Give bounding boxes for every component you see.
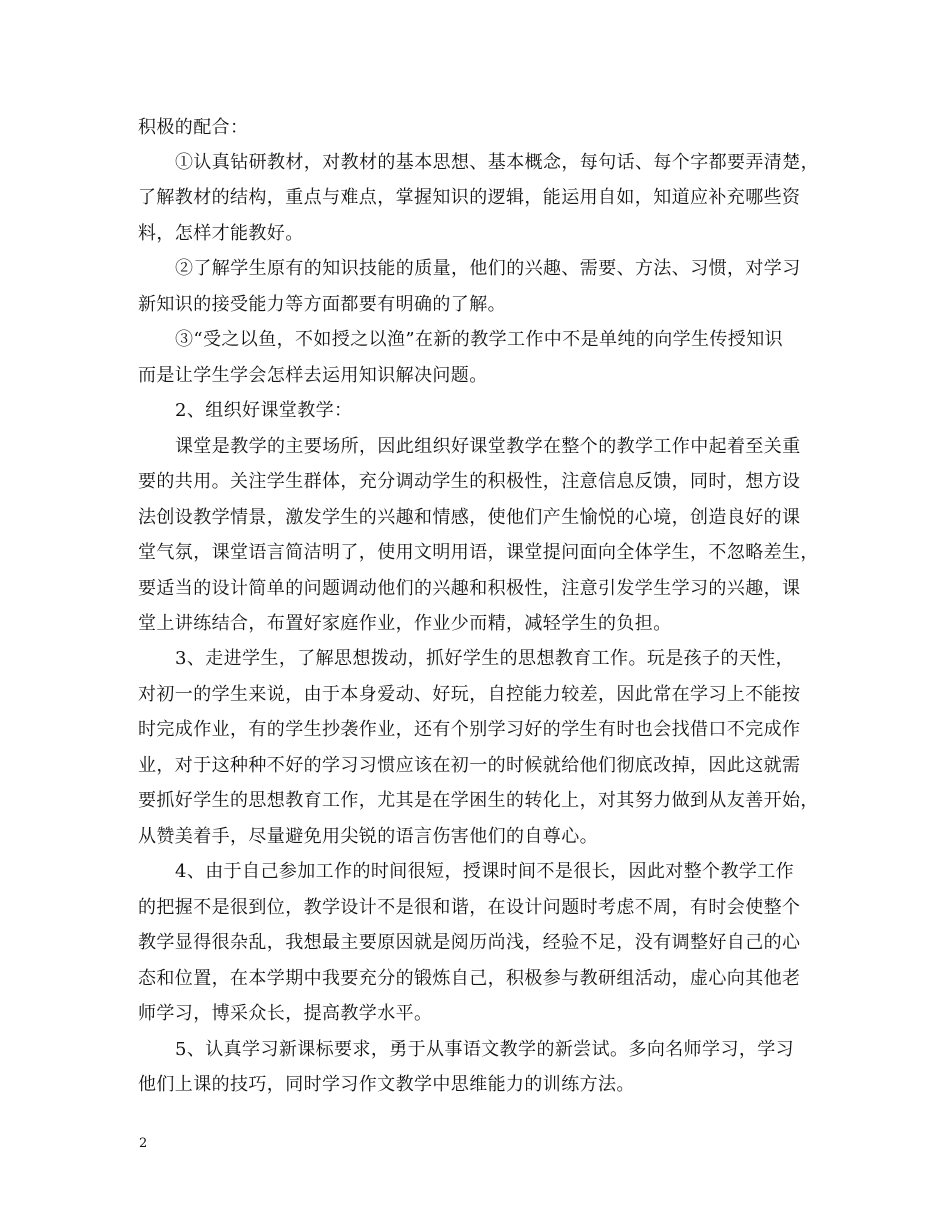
- text-line: 态和位置，在本学期中我要充分的锻炼自己，积极参与教研组活动，虚心向其他老: [138, 968, 801, 989]
- text-line: 法创设教学情景，激发学生的兴趣和情感，使他们产生愉悦的心境，创造良好的课: [138, 507, 801, 528]
- text-line: 要抓好学生的思想教育工作，尤其是在学困生的转化上，对其努力做到从友善开始，: [138, 790, 819, 811]
- section-heading: 2、组织好课堂教学：: [175, 400, 353, 421]
- text-line: 业，对于这种种不好的学习习惯应该在初一的时候就给他们彻底改掉，因此这就需: [138, 755, 801, 776]
- text-line: 课堂是教学的主要场所，因此组织好课堂教学在整个的教学工作中起着至关重: [175, 436, 801, 457]
- text-line: ②了解学生原有的知识技能的质量，他们的兴趣、需要、方法、习惯，对学习: [175, 258, 801, 279]
- text-line: 5、认真学习新课标要求，勇于从事语文教学的新尝试。多向名师学习，学习: [175, 1039, 795, 1060]
- text-line: 的把握不是很到位，教学设计不是很和谐，在设计问题时考虑不周，有时会使整个: [138, 897, 801, 918]
- text-line: 积极的配合：: [138, 117, 249, 138]
- text-line: 堂上讲练结合，布置好家庭作业，作业少而精，减轻学生的负担。: [138, 613, 672, 634]
- text-line: ③“受之以鱼，不如授之以渔”在新的教学工作中不是单纯的向学生传授知识: [175, 329, 784, 350]
- text-line: 要的共用。关注学生群体，充分调动学生的积极性，注意信息反馈，同时，想方设: [138, 471, 801, 492]
- text-line: 从赞美着手，尽量避免用尖锐的语言伤害他们的自尊心。: [138, 826, 598, 847]
- text-line: 新知识的接受能力等方面都要有明确的了解。: [138, 294, 506, 315]
- text-line: 时完成作业，有的学生抄袭作业，还有个别学习好的学生有时也会找借口不完成作: [138, 719, 801, 740]
- text-line: 堂气氛，课堂语言简洁明了，使用文明用语，课堂提问面向全体学生，不忽略差生，: [138, 542, 819, 563]
- page-number: 2: [139, 1136, 148, 1151]
- text-line: 师学习，博采众长，提高教学水平。: [138, 1003, 433, 1024]
- text-line: 要适当的设计简单的问题调动他们的兴趣和积极性，注意引发学生学习的兴趣，课: [138, 578, 801, 599]
- text-line: 而是让学生学会怎样去运用知识解决问题。: [138, 365, 488, 386]
- text-line: 他们上课的技巧，同时学习作文教学中思维能力的训练方法。: [138, 1074, 635, 1095]
- text-line: 料，怎样才能教好。: [138, 223, 304, 244]
- text-line: 了解教材的结构，重点与难点，掌握知识的逻辑，能运用自如，知道应补充哪些资: [138, 187, 801, 208]
- text-line: 教学显得很杂乱，我想最主要原因就是阅历尚浅，经验不足，没有调整好自己的心: [138, 932, 801, 953]
- text-line: 4、由于自己参加工作的时间很短，授课时间不是很长，因此对整个教学工作: [175, 861, 795, 882]
- text-line: 3、走进学生，了解思想拨动，抓好学生的思想教育工作。玩是孩子的天性，: [175, 648, 795, 669]
- text-line: 对初一的学生来说，由于本身爱动、好玩，自控能力较差，因此常在学习上不能按: [138, 684, 801, 705]
- text-line: ①认真钻研教材，对教材的基本思想、基本概念，每句话、每个字都要弄清楚，: [175, 152, 819, 173]
